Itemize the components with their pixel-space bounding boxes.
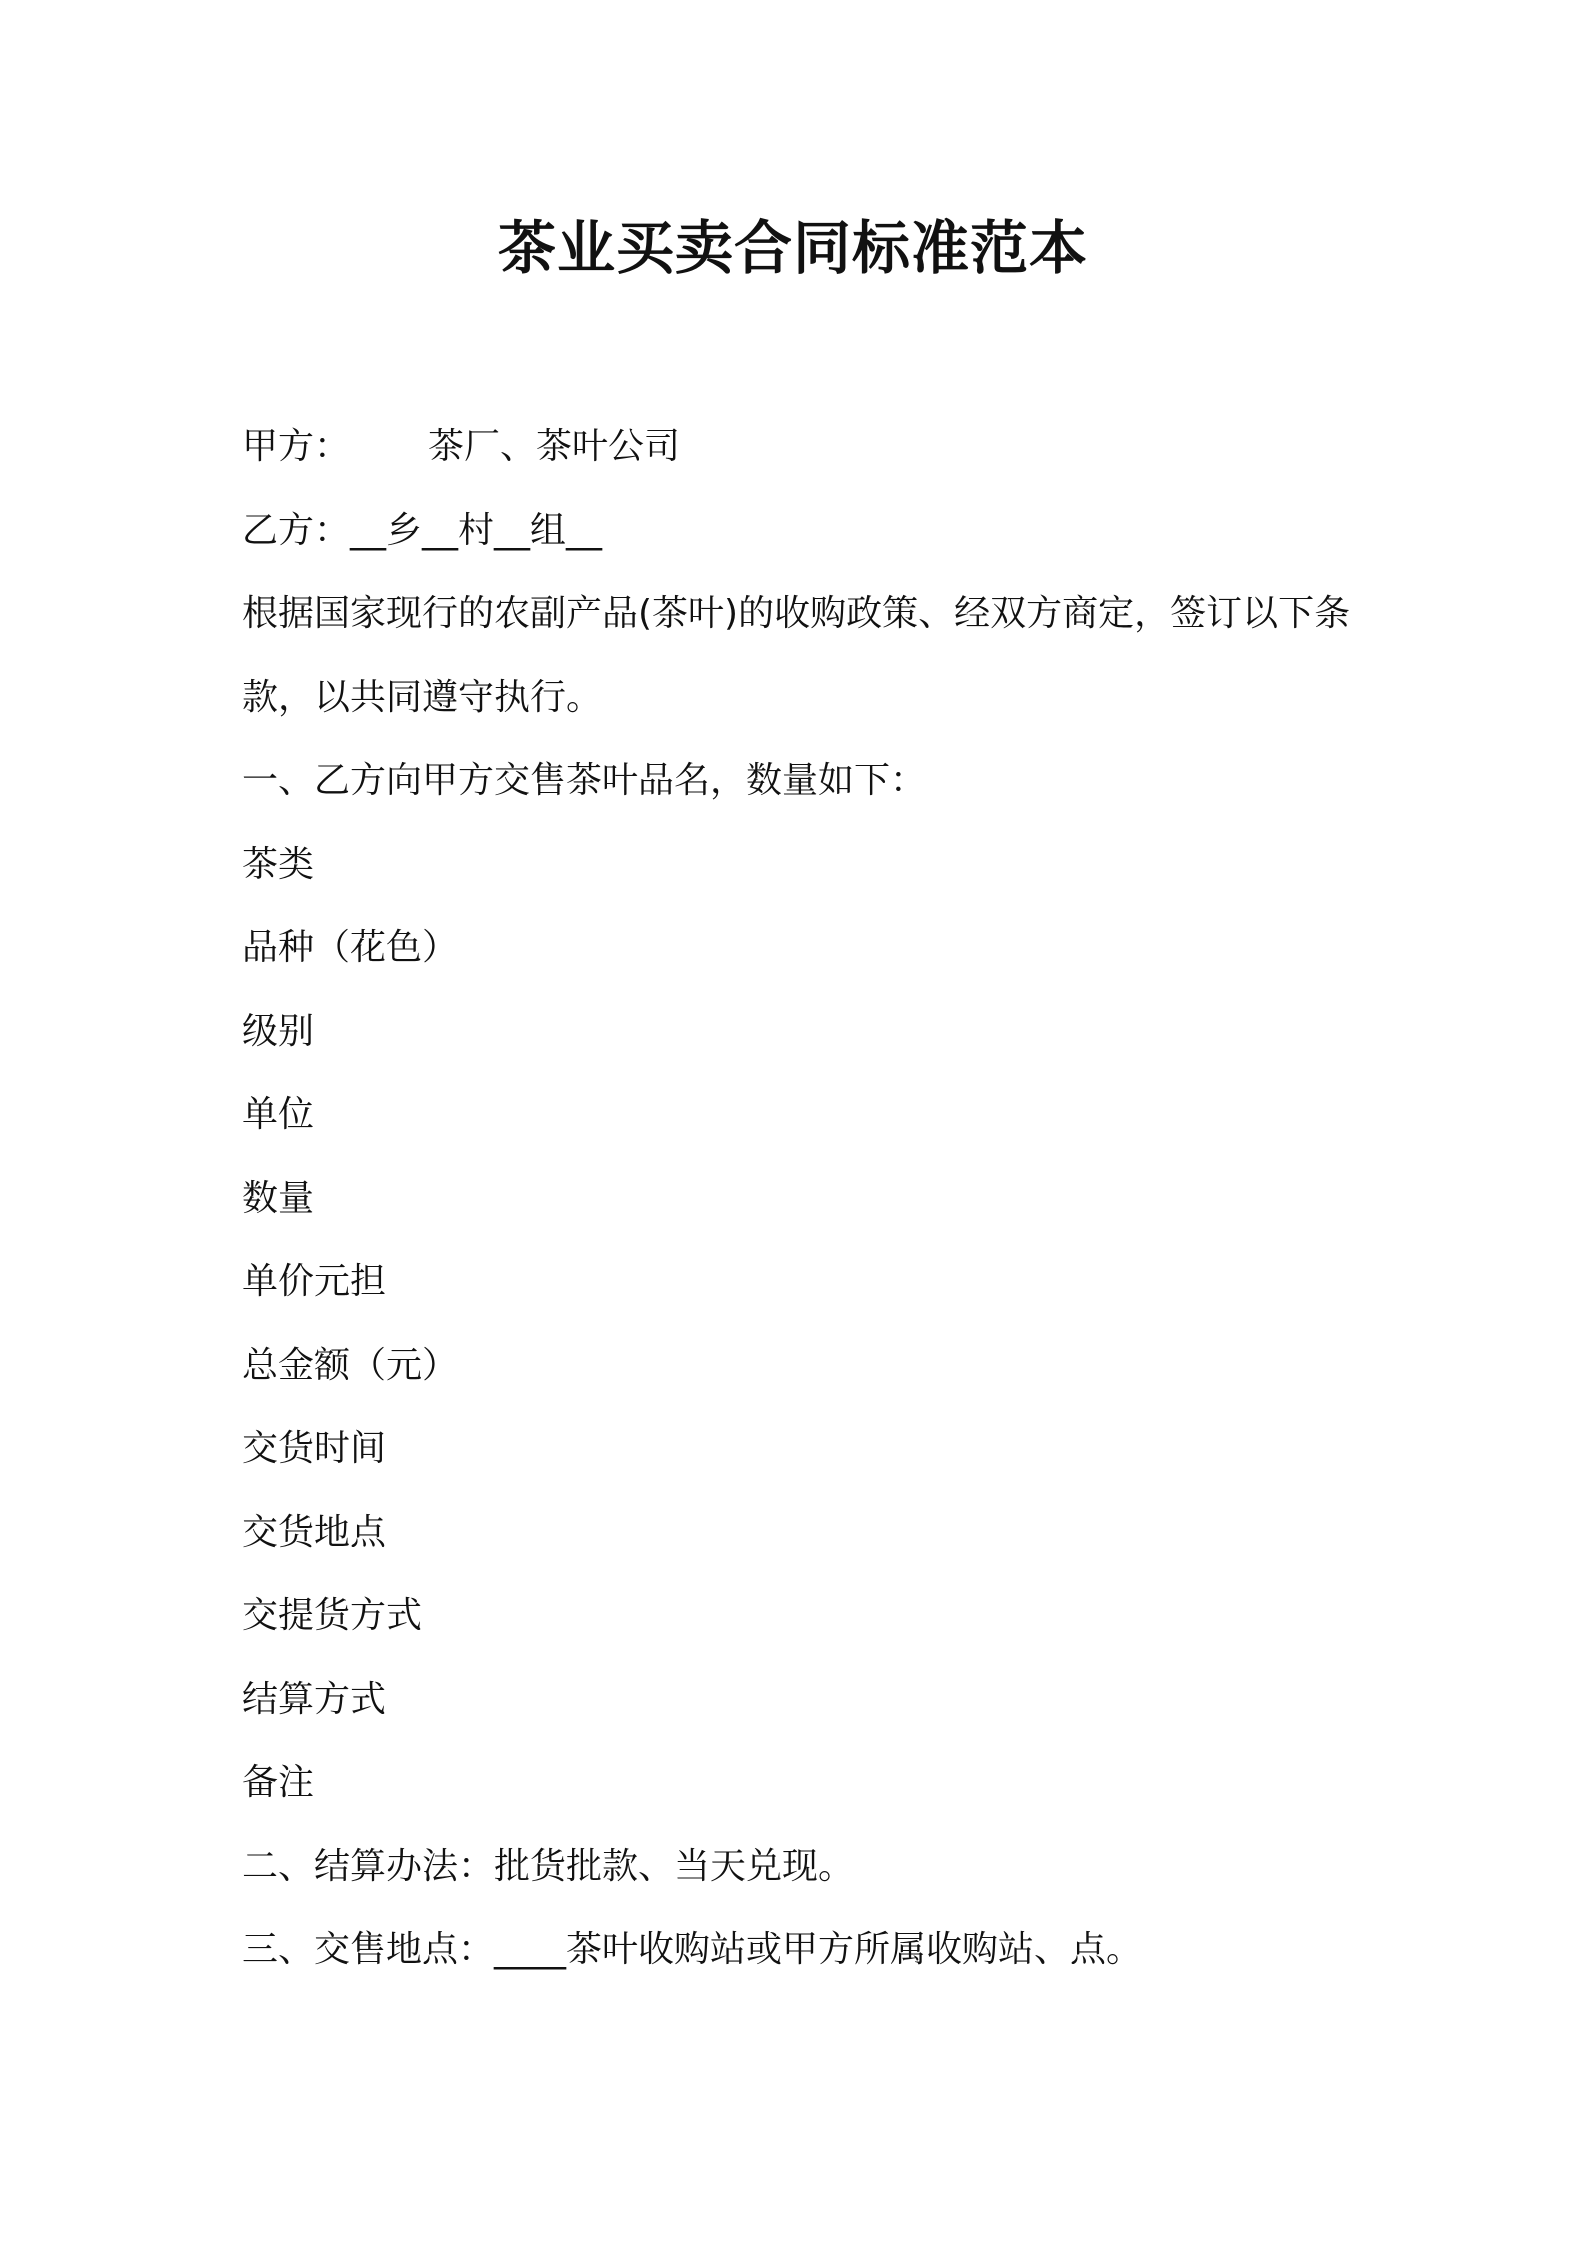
party-b-line bbox=[242, 489, 1362, 573]
party-a-line bbox=[242, 405, 1362, 489]
field-grade: 级别 bbox=[242, 1010, 315, 1052]
field-delivery-time: 交货时间 bbox=[242, 1428, 387, 1469]
document-body bbox=[242, 405, 1362, 1992]
field-delivery-method: 交提货方式 bbox=[242, 1595, 423, 1636]
party-a-label: 甲方： bbox=[242, 426, 351, 467]
field-unit: 单位 bbox=[242, 1094, 315, 1135]
clause-1: 一、乙方向甲方交售茶叶品名，数量如下： bbox=[242, 760, 927, 801]
document-title: 茶业买卖合同标准范本 bbox=[497, 214, 1088, 282]
clause-3: 三、交售地点：____茶叶收购站或甲方所属收购站、点。 bbox=[242, 1929, 1143, 1970]
party-b-value: __乡__村__组__ bbox=[350, 509, 603, 551]
party-b-label: 乙方： bbox=[242, 509, 351, 551]
field-settlement-method: 结算方式 bbox=[242, 1678, 387, 1720]
field-variety: 品种（花色） bbox=[242, 927, 459, 968]
field-delivery-place: 交货地点 bbox=[242, 1511, 387, 1553]
preamble-paragraph: 根据国家现行的农副产品(茶叶)的收购政策、经双方商定，签订以下条款，以共同遵守执行。 bbox=[242, 593, 1351, 718]
field-quantity: 数量 bbox=[242, 1177, 315, 1219]
party-a-value: 茶厂、茶叶公司 bbox=[428, 426, 681, 467]
field-total-amount: 总金额（元） bbox=[242, 1344, 459, 1386]
field-remarks: 备注 bbox=[242, 1762, 315, 1803]
clause-2: 二、结算办法：批货批款、当天兑现。 bbox=[242, 1845, 855, 1887]
field-unit-price: 单价元担 bbox=[242, 1261, 387, 1302]
field-tea-type: 茶类 bbox=[242, 843, 315, 885]
